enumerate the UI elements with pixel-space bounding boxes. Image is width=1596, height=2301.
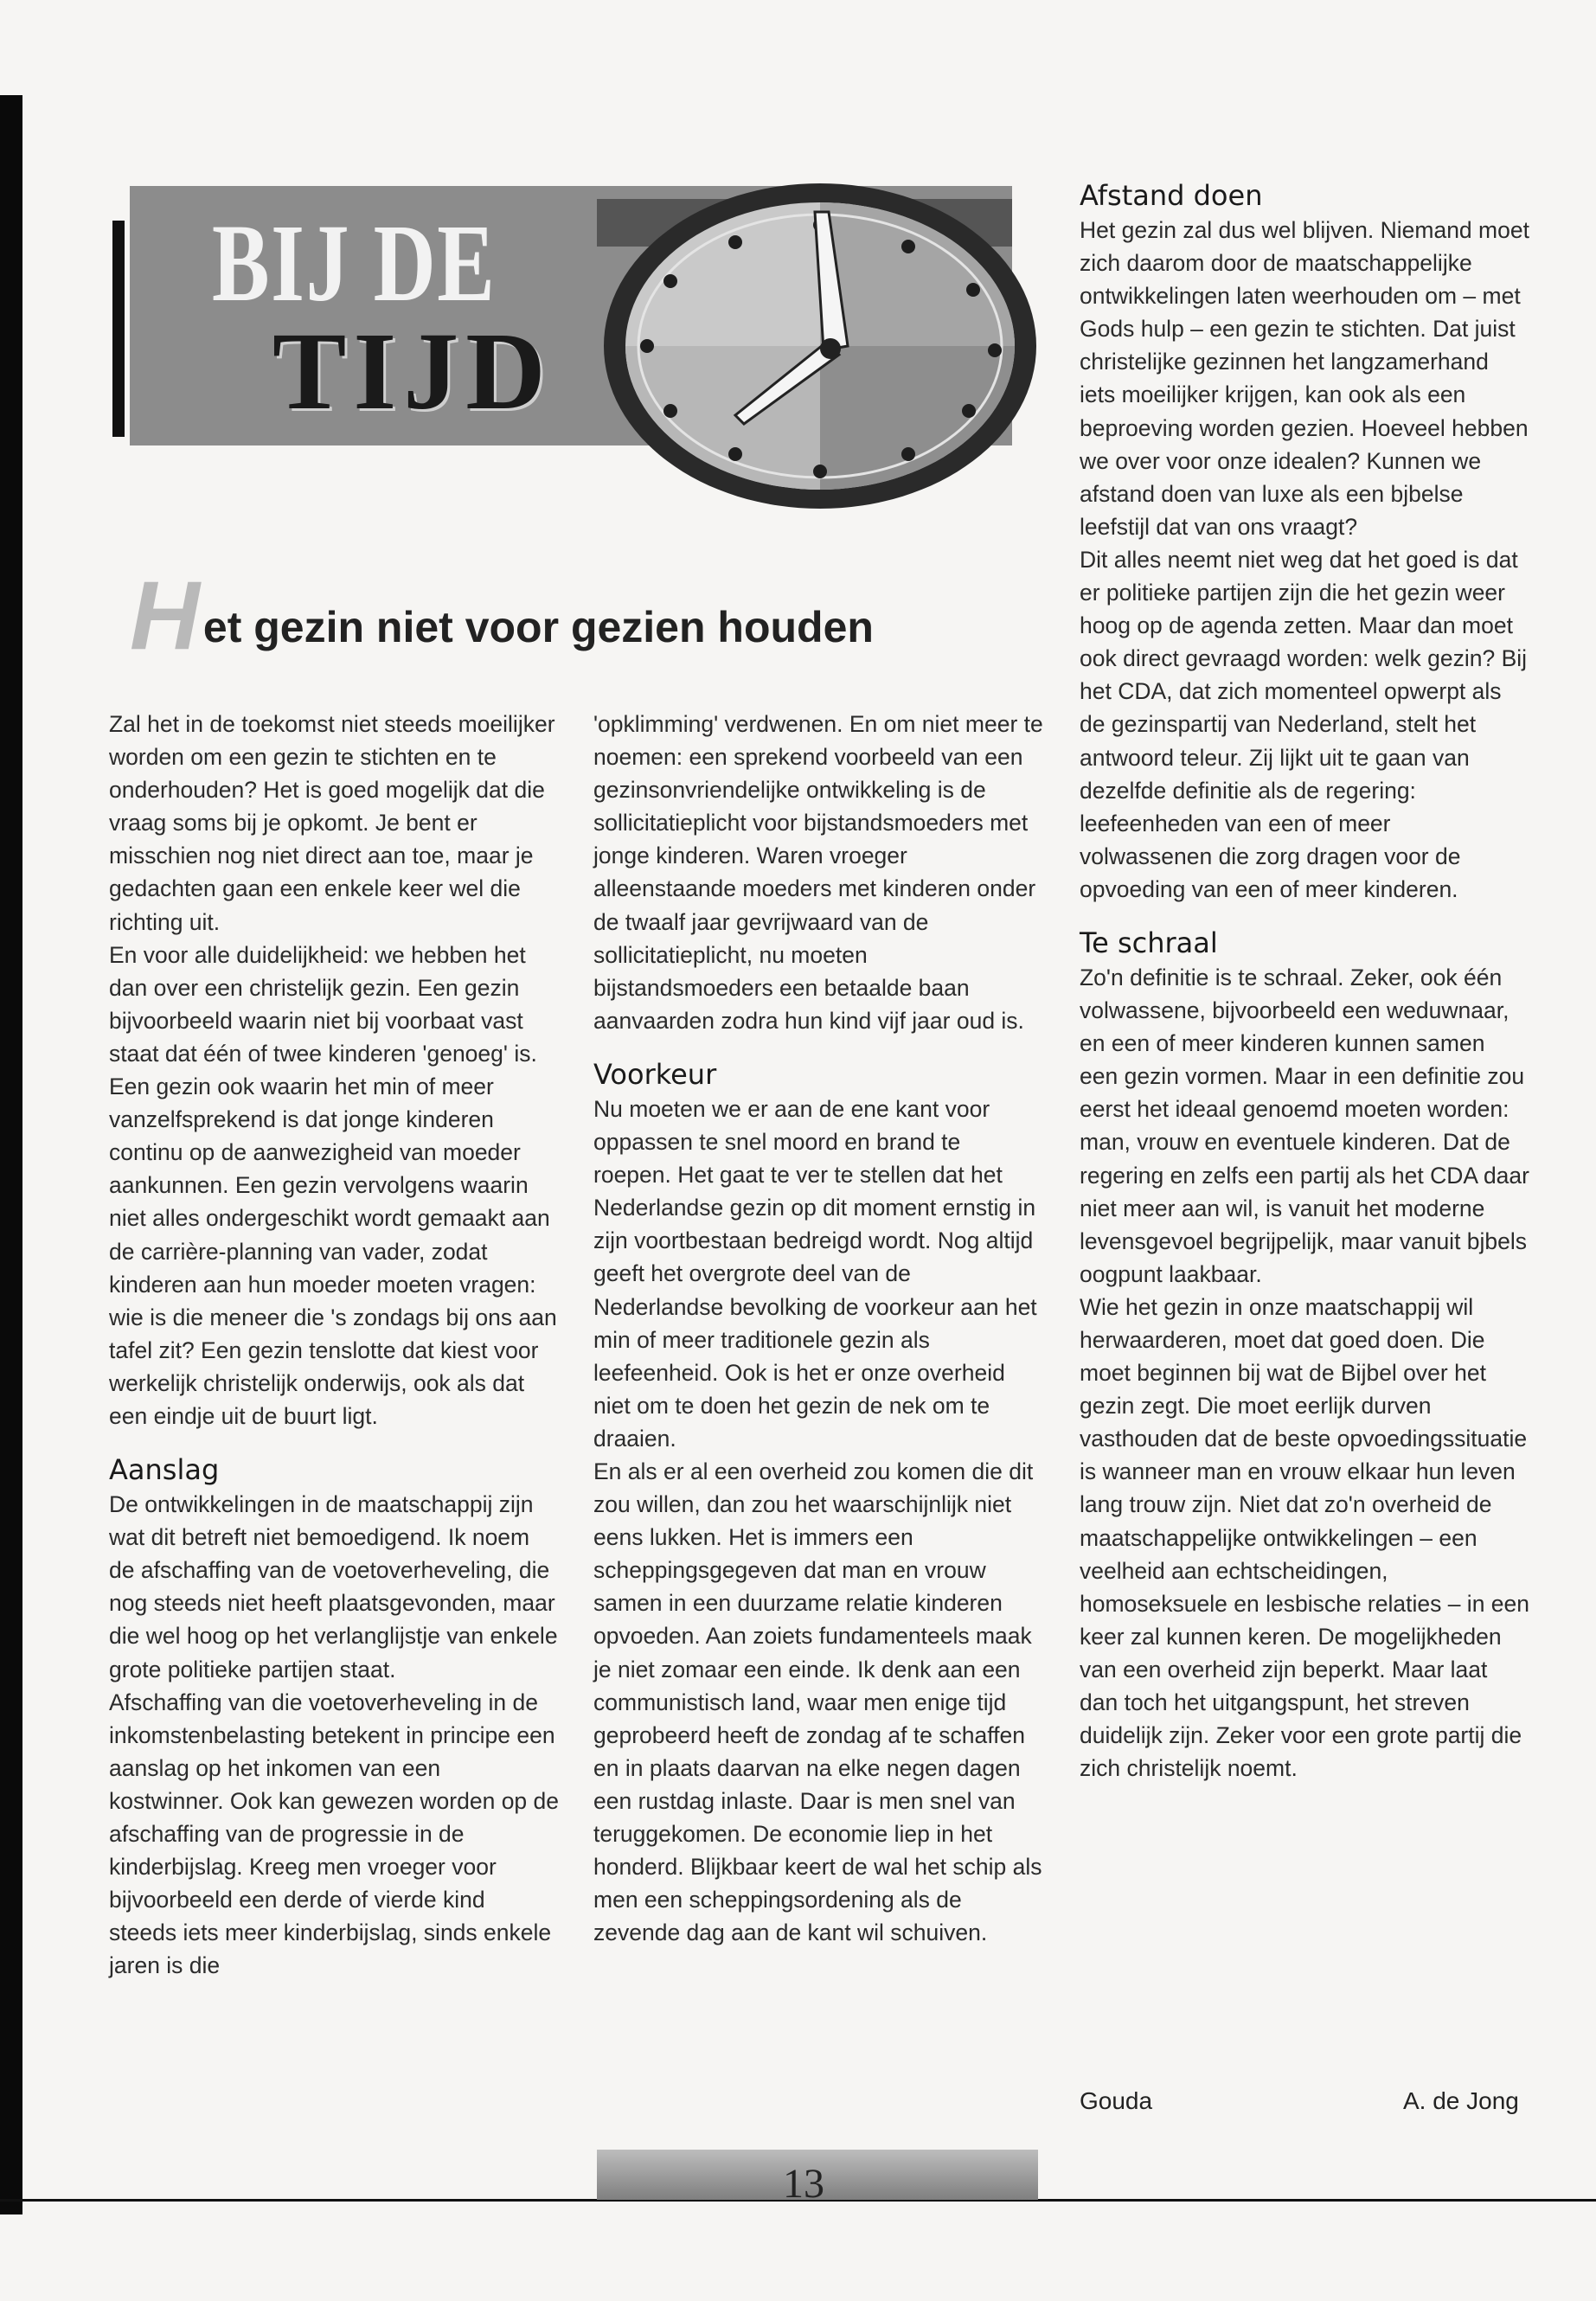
paragraph: De ontwikkelingen in de maatschappij zijn wat dit betreft niet bemoedigend. Ik noem de afschaffing van de voetoverheveling, die nog steeds niet heeft plaatsgevonden, maar die wel hoog op het verlanglijstje van enkele grote politieke partijen staat. <box>109 1491 558 1682</box>
paragraph: En voor alle duidelijkheid: we hebben het dan over een christelijk gezin. Een gezin bijvoorbeeld waarin niet bij voorbaat vast staat dat één of twee kinderen 'genoeg' is. Een gezin ook waarin het min of meer vanzelfsprekend is dat jonge kinderen continu op de aanwezigheid van moeder aankunnen. Een gezin vervolgens waarin niet alles ondergeschikt wordt gemaakt aan de carrière-planning van vader, zodat kinderen aan hun moeder moeten vragen: wie is die meneer die 's zondags bij ons aan tafel zit? Een gezin tenslotte dat kiest voor werkelijk christelijk onderwijs, ook als dat een eindje uit de buurt ligt. <box>109 941 557 1429</box>
masthead-line-1: BIJ DE <box>212 202 497 324</box>
subheading-aanslag: Aanslag <box>109 1453 220 1487</box>
page-number: 13 <box>783 2161 824 2207</box>
scan-edge <box>0 95 22 2214</box>
paragraph: Dit alles neemt niet weg dat het goed is dat er politieke partijen zijn die het gezin weer hoog op de agenda zetten. Maar dan moet ook direct gevraagd worden: welk gezin? Bij het CDA, dat zich momenteel opwerpt als de gezinspartij van Nederland, stelt het antwoord teleur. Zij lijkt uit te gaan van dezelfde definitie als de regering: leefeenheden van een of meer volwassenen die zorg dragen voor de opvoeding van een of meer kinderen. <box>1080 546 1528 902</box>
paragraph: Zo'n definitie is te schraal. Zeker, ook één volwassene, bijvoorbeeld een weduwnaar, en een of meer kinderen kunnen samen een gezin vormen. Maar in een definitie zou eerst het ideaal genoemd moeten worden: man, vrouw en eventuele kinderen. Dat de regering en zelfs een partij als het CDA daar niet meer aan wil, is vanuit het moderne levensgevoel begrijpelijk, maar vanuit bjbels oogpunt laakbaar. <box>1080 964 1529 1287</box>
clock-icon <box>597 177 1047 515</box>
masthead-line-2: TIJD <box>272 310 553 433</box>
paragraph: 'opklimming' verdwenen. En om niet meer te noemen: een sprekend voorbeeld van een gezinsonvriendelijke ontwikkeling is de sollicitatieplicht voor bijstandsmoeders met jonge kinderen. Waren vroeger alleenstaande moeders met kinderen onder de twaalf jaar gevrijwaard van de sollicitatieplicht, nu moeten bijstandsmoeders een betaalde baan aanvaarden zodra hun kind vijf jaar oud is. <box>593 711 1043 1034</box>
subheading-voorkeur: Voorkeur <box>593 1057 717 1091</box>
masthead <box>112 186 1025 506</box>
paragraph: Nu moeten we er aan de ene kant voor oppassen te snel moord en brand te roepen. Het gaat te ver te stellen dat het Nederlandse gezin op dit moment ernstig in zijn voortbestaan bedreigd wordt. Nog altijd geeft het overgrote deel van de Nederlandse bevolking de voorkeur aan het min of meer traditionele gezin als leefeenheid. Ook is het er onze overheid niet om te doen het gezin de nek om te draaien. <box>593 1095 1037 1452</box>
column-3 <box>1080 177 1529 1785</box>
paragraph: En als er al een overheid zou komen die dit zou willen, dan zou het waarschijnlijk niet eens lukken. Het is immers een scheppingsgegeven dat man en vrouw samen in een duurzame relatie kinderen opvoeden. Aan zoiets fundamenteels maak je niet zomaar een einde. Ik denk aan een communistisch land, waar men enige tijd geprobeerd heeft de zondag af te schaffen en in plaats daarvan na elke negen dagen een rustdag inlaste. Daar is men snel van teruggekomen. De economie liep in het honderd. Blijkbaar keert de wal het schip als men een scheppingsordening als de zevende dag aan de kant wil schuiven. <box>593 1458 1042 1946</box>
paragraph: Wie het gezin in onze maatschappij wil herwaarderen, moet dat goed doen. Die moet beginnen bij wat de Bijbel over het gezin zegt. Die moet eerlijk durven vasthouden dat de beste opvoedingssituatie is wanneer man en vrouw elkaar hun leven lang trouw zijn. Niet dat zo'n overheid de maatschappelijke ontwikkelingen – een veelheid aan echtscheidingen, homoseksuele en lesbische relaties – in een keer zal kunnen keren. De mogelijkheden van een overheid zijn beperkt. Maar laat dan toch het uitgangspunt, het streven duidelijk zijn. Zeker voor een grote partij die zich christelijk noemt. <box>1080 1293 1530 1782</box>
headline-text: et gezin niet voor gezien houden <box>202 603 874 651</box>
signature-author: A. de Jong <box>1403 2087 1519 2114</box>
headline-dropcap: H <box>130 561 200 670</box>
paragraph: Het gezin zal dus wel blijven. Niemand moet zich daarom door de maatschappelijke ontwikkelingen laten weerhouden om – met Gods hulp – een gezin te stichten. Dat juist christelijke gezinnen het langzamerhand iets moeilijker krijgen, kan ook als een beproeving worden gezien. Hoeveel hebben we over voor onze idealen? Kunnen we afstand doen van luxe als een bjbelse leefstijl dat van ons vraagt? <box>1080 217 1529 540</box>
subheading-te-schraal: Te schraal <box>1080 926 1218 959</box>
column-2 <box>593 708 1043 1949</box>
paragraph: Afschaffing van die voetoverheveling in de inkomstenbelasting betekent in principe een aanslag op het inkomen van een kostwinner. Ook kan gewezen worden op de afschaffing van de progressie in de kinderbijslag. Kreeg men vroeger voor bijvoorbeeld een derde of vierde kind steeds iets meer kinderbijslag, sinds enkele jaren is die <box>109 1689 560 1979</box>
article-headline <box>130 558 1038 674</box>
column-1 <box>109 708 559 1982</box>
masthead-marker <box>112 221 125 437</box>
signature-place: Gouda <box>1080 2087 1153 2114</box>
paragraph: Zal het in de toekomst niet steeds moeilijker worden om een gezin te stichten en te onderhouden? Het is goed mogelijk dat die vraag soms bij je opkomt. Je bent er misschien nog niet direct aan toe, maar je gedachten gaan een enkele keer wel die richting uit. <box>109 711 555 935</box>
subheading-afstand-doen: Afstand doen <box>1080 179 1263 212</box>
